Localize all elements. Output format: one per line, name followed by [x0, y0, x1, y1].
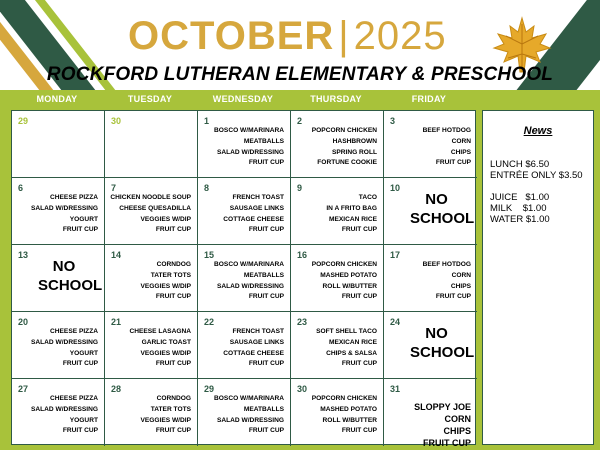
- menu-item: BEEF HOTDOG: [422, 261, 471, 268]
- day-cell: [198, 379, 291, 446]
- day-cell: [291, 379, 384, 446]
- day-cell: [12, 111, 105, 178]
- menu-item: MEATBALLS: [243, 271, 284, 279]
- menu-item: CHEESE QUESADILLA: [119, 204, 191, 212]
- day-cell: [384, 178, 477, 245]
- no-school-label: NO SCHOOL: [38, 258, 103, 294]
- menu-item: MEXICAN RICE: [329, 215, 377, 223]
- day-number: 16: [297, 250, 308, 260]
- menu-list: [291, 126, 377, 169]
- menu-list: [105, 327, 191, 370]
- menu-list: [291, 260, 377, 303]
- header-banner: [0, 0, 600, 90]
- menu-list: [385, 401, 471, 449]
- menu-list: [105, 193, 191, 236]
- menu-item: SALAD W/DRESSING: [30, 405, 98, 413]
- day-number: 17: [390, 250, 401, 260]
- day-cell: [12, 379, 105, 446]
- news-line: WATER $1.00: [490, 214, 550, 225]
- day-number: 15: [204, 250, 215, 260]
- menu-item: YOGURT: [69, 215, 98, 223]
- menu-item: MASHED POTATO: [320, 271, 377, 279]
- menu-item: FRUIT CUP: [155, 226, 191, 234]
- menu-list: [12, 193, 98, 236]
- menu-item: FRUIT CUP: [62, 360, 98, 368]
- menu-list: [291, 193, 377, 236]
- title-separator: |: [338, 14, 350, 58]
- menu-item: VEGGIES W/DIP: [140, 416, 191, 424]
- day-cell: [384, 111, 477, 178]
- menu-item: CORN: [451, 271, 471, 279]
- menu-item: FRENCH TOAST: [232, 194, 284, 201]
- menu-item: CORN: [444, 414, 471, 424]
- menu-item: CHEESE LASAGNA: [129, 328, 191, 335]
- weekday-tuesday: TUESDAY: [127, 94, 173, 104]
- day-number: 21: [111, 317, 122, 327]
- menu-item: POPCORN CHICKEN: [311, 261, 377, 268]
- menu-item: SALAD W/DRESSING: [30, 338, 98, 346]
- day-number: 8: [204, 183, 210, 193]
- day-cell: [105, 379, 198, 446]
- menu-item: VEGGIES W/DIP: [140, 349, 191, 357]
- weekday-monday: MONDAY: [36, 94, 78, 104]
- day-cell: [384, 379, 477, 446]
- month-title: [128, 16, 447, 56]
- day-cell: [198, 245, 291, 312]
- menu-item: TACO: [358, 194, 377, 201]
- menu-item: FRUIT CUP: [62, 427, 98, 435]
- day-number: 20: [18, 317, 29, 327]
- menu-item: CHIPS: [450, 282, 471, 290]
- news-panel: [482, 110, 594, 445]
- menu-item: MEXICAN RICE: [329, 338, 377, 346]
- menu-list: [385, 126, 471, 169]
- menu-item: FRUIT CUP: [62, 226, 98, 234]
- menu-item: SALAD W/DRESSING: [30, 204, 98, 212]
- menu-item: IN A FRITO BAG: [326, 204, 377, 212]
- menu-item: FRUIT CUP: [341, 293, 377, 301]
- menu-item: CHIPS: [450, 148, 471, 156]
- day-number: 14: [111, 250, 122, 260]
- day-number: 6: [18, 183, 24, 193]
- day-cell: [12, 178, 105, 245]
- menu-item: SAUSAGE LINKS: [229, 338, 284, 346]
- menu-item: BOSCO W/MARINARA: [214, 261, 284, 268]
- menu-item: COTTAGE CHEESE: [223, 349, 284, 357]
- weekday-friday: FRIDAY: [411, 94, 447, 104]
- menu-list: [12, 394, 98, 437]
- menu-item: SALAD W/DRESSING: [216, 282, 284, 290]
- menu-item: SALAD W/DRESSING: [216, 148, 284, 156]
- day-number: 3: [390, 116, 396, 126]
- menu-item: GARLIC TOAST: [141, 338, 191, 346]
- day-cell: [198, 178, 291, 245]
- menu-item: BOSCO W/MARINARA: [214, 395, 284, 402]
- day-number: 30: [111, 116, 122, 126]
- menu-item: CHICKEN NOODLE SOUP: [110, 194, 191, 201]
- menu-item: MEATBALLS: [243, 137, 284, 145]
- menu-item: FRUIT CUP: [248, 293, 284, 301]
- menu-item: FRUIT CUP: [248, 360, 284, 368]
- day-cell: [198, 111, 291, 178]
- menu-list: [291, 394, 377, 437]
- day-cell: [384, 245, 477, 312]
- menu-item: FRUIT CUP: [423, 438, 471, 448]
- menu-item: CORN: [451, 137, 471, 145]
- day-cell: [105, 245, 198, 312]
- menu-item: SAUSAGE LINKS: [229, 204, 284, 212]
- day-number: 2: [297, 116, 303, 126]
- menu-item: VEGGIES W/DIP: [140, 282, 191, 290]
- no-school-label: NO SCHOOL: [410, 325, 475, 361]
- menu-item: CORNDOG: [156, 395, 191, 402]
- day-number: 10: [390, 183, 401, 193]
- menu-list: [198, 394, 284, 437]
- day-number: 13: [18, 250, 29, 260]
- menu-item: MEATBALLS: [243, 405, 284, 413]
- day-cell: [291, 178, 384, 245]
- news-title: News: [523, 125, 553, 137]
- menu-item: TATER TOTS: [150, 271, 191, 279]
- day-cell: [12, 312, 105, 379]
- menu-item: SALAD W/DRESSING: [216, 416, 284, 424]
- day-number: 1: [204, 116, 210, 126]
- menu-item: FRUIT CUP: [341, 226, 377, 234]
- menu-item: CORNDOG: [156, 261, 191, 268]
- menu-item: BOSCO W/MARINARA: [214, 127, 284, 134]
- menu-item: FRUIT CUP: [341, 360, 377, 368]
- day-number: 22: [204, 317, 215, 327]
- day-number: 7: [111, 183, 117, 193]
- menu-list: [198, 126, 284, 169]
- menu-item: FRENCH TOAST: [232, 328, 284, 335]
- menu-item: SPRING ROLL: [331, 148, 377, 156]
- menu-list: [198, 260, 284, 303]
- menu-item: FRUIT CUP: [248, 427, 284, 435]
- menu-item: COTTAGE CHEESE: [223, 215, 284, 223]
- day-cell: [291, 245, 384, 312]
- day-number: 27: [18, 384, 29, 394]
- menu-item: FRUIT CUP: [435, 293, 471, 301]
- news-line: MILK $1.00: [490, 203, 547, 214]
- menu-item: FRUIT CUP: [341, 427, 377, 435]
- menu-item: YOGURT: [69, 416, 98, 424]
- weekday-thursday: THURSDAY: [310, 94, 362, 104]
- menu-list: [198, 193, 284, 236]
- day-cell: [198, 312, 291, 379]
- day-number: 30: [297, 384, 308, 394]
- menu-item: ROLL W/BUTTER: [322, 416, 377, 424]
- menu-list: [12, 327, 98, 370]
- menu-item: FRUIT CUP: [155, 360, 191, 368]
- menu-item: CHEESE PIZZA: [50, 328, 98, 335]
- menu-item: YOGURT: [69, 349, 98, 357]
- day-number: 31: [390, 384, 401, 394]
- day-number: 9: [297, 183, 303, 193]
- day-cell: [105, 178, 198, 245]
- menu-list: [198, 327, 284, 370]
- day-number: 29: [204, 384, 215, 394]
- menu-list: [105, 394, 191, 437]
- menu-item: CHIPS & SALSA: [326, 349, 377, 357]
- news-line: LUNCH $6.50: [490, 159, 550, 170]
- news-line: ENTRÉE ONLY $3.50: [490, 170, 583, 181]
- year: 2025: [353, 14, 447, 58]
- menu-list: [291, 327, 377, 370]
- calendar-grid: [11, 110, 476, 448]
- day-cell: [12, 245, 105, 312]
- news-line: JUICE $1.00: [490, 192, 550, 203]
- menu-item: FORTUNE COOKIE: [317, 159, 377, 167]
- day-number: 23: [297, 317, 308, 327]
- no-school-label: NO SCHOOL: [410, 191, 475, 227]
- menu-item: FRUIT CUP: [435, 159, 471, 167]
- menu-list: [105, 260, 191, 303]
- day-number: 24: [390, 317, 401, 327]
- menu-item: FRUIT CUP: [248, 226, 284, 234]
- menu-list: [385, 260, 471, 303]
- menu-item: BEEF HOTDOG: [422, 127, 471, 134]
- school-name: ROCKFORD LUTHERAN ELEMENTARY & PRESCHOOL: [46, 64, 554, 85]
- menu-item: VEGGIES W/DIP: [140, 215, 191, 223]
- menu-item: FRUIT CUP: [155, 427, 191, 435]
- day-cell: [291, 312, 384, 379]
- menu-item: FRUIT CUP: [248, 159, 284, 167]
- day-cell: [384, 312, 477, 379]
- day-number: 28: [111, 384, 122, 394]
- day-cell: [105, 312, 198, 379]
- day-cell: [105, 111, 198, 178]
- month-name: OCTOBER: [128, 14, 335, 58]
- menu-item: CHIPS: [443, 426, 471, 436]
- menu-item: HASHBROWN: [332, 137, 377, 145]
- menu-item: CHEESE PIZZA: [50, 395, 98, 402]
- menu-item: TATER TOTS: [150, 405, 191, 413]
- menu-item: POPCORN CHICKEN: [311, 395, 377, 402]
- menu-item: SLOPPY JOE: [414, 402, 471, 412]
- menu-item: ROLL W/BUTTER: [322, 282, 377, 290]
- day-cell: [291, 111, 384, 178]
- menu-item: POPCORN CHICKEN: [311, 127, 377, 134]
- weekday-wednesday: WEDNESDAY: [212, 94, 274, 104]
- menu-item: CHEESE PIZZA: [50, 194, 98, 201]
- day-number: 29: [18, 116, 29, 126]
- menu-item: FRUIT CUP: [155, 293, 191, 301]
- menu-item: MASHED POTATO: [320, 405, 377, 413]
- menu-item: SOFT SHELL TACO: [316, 328, 377, 335]
